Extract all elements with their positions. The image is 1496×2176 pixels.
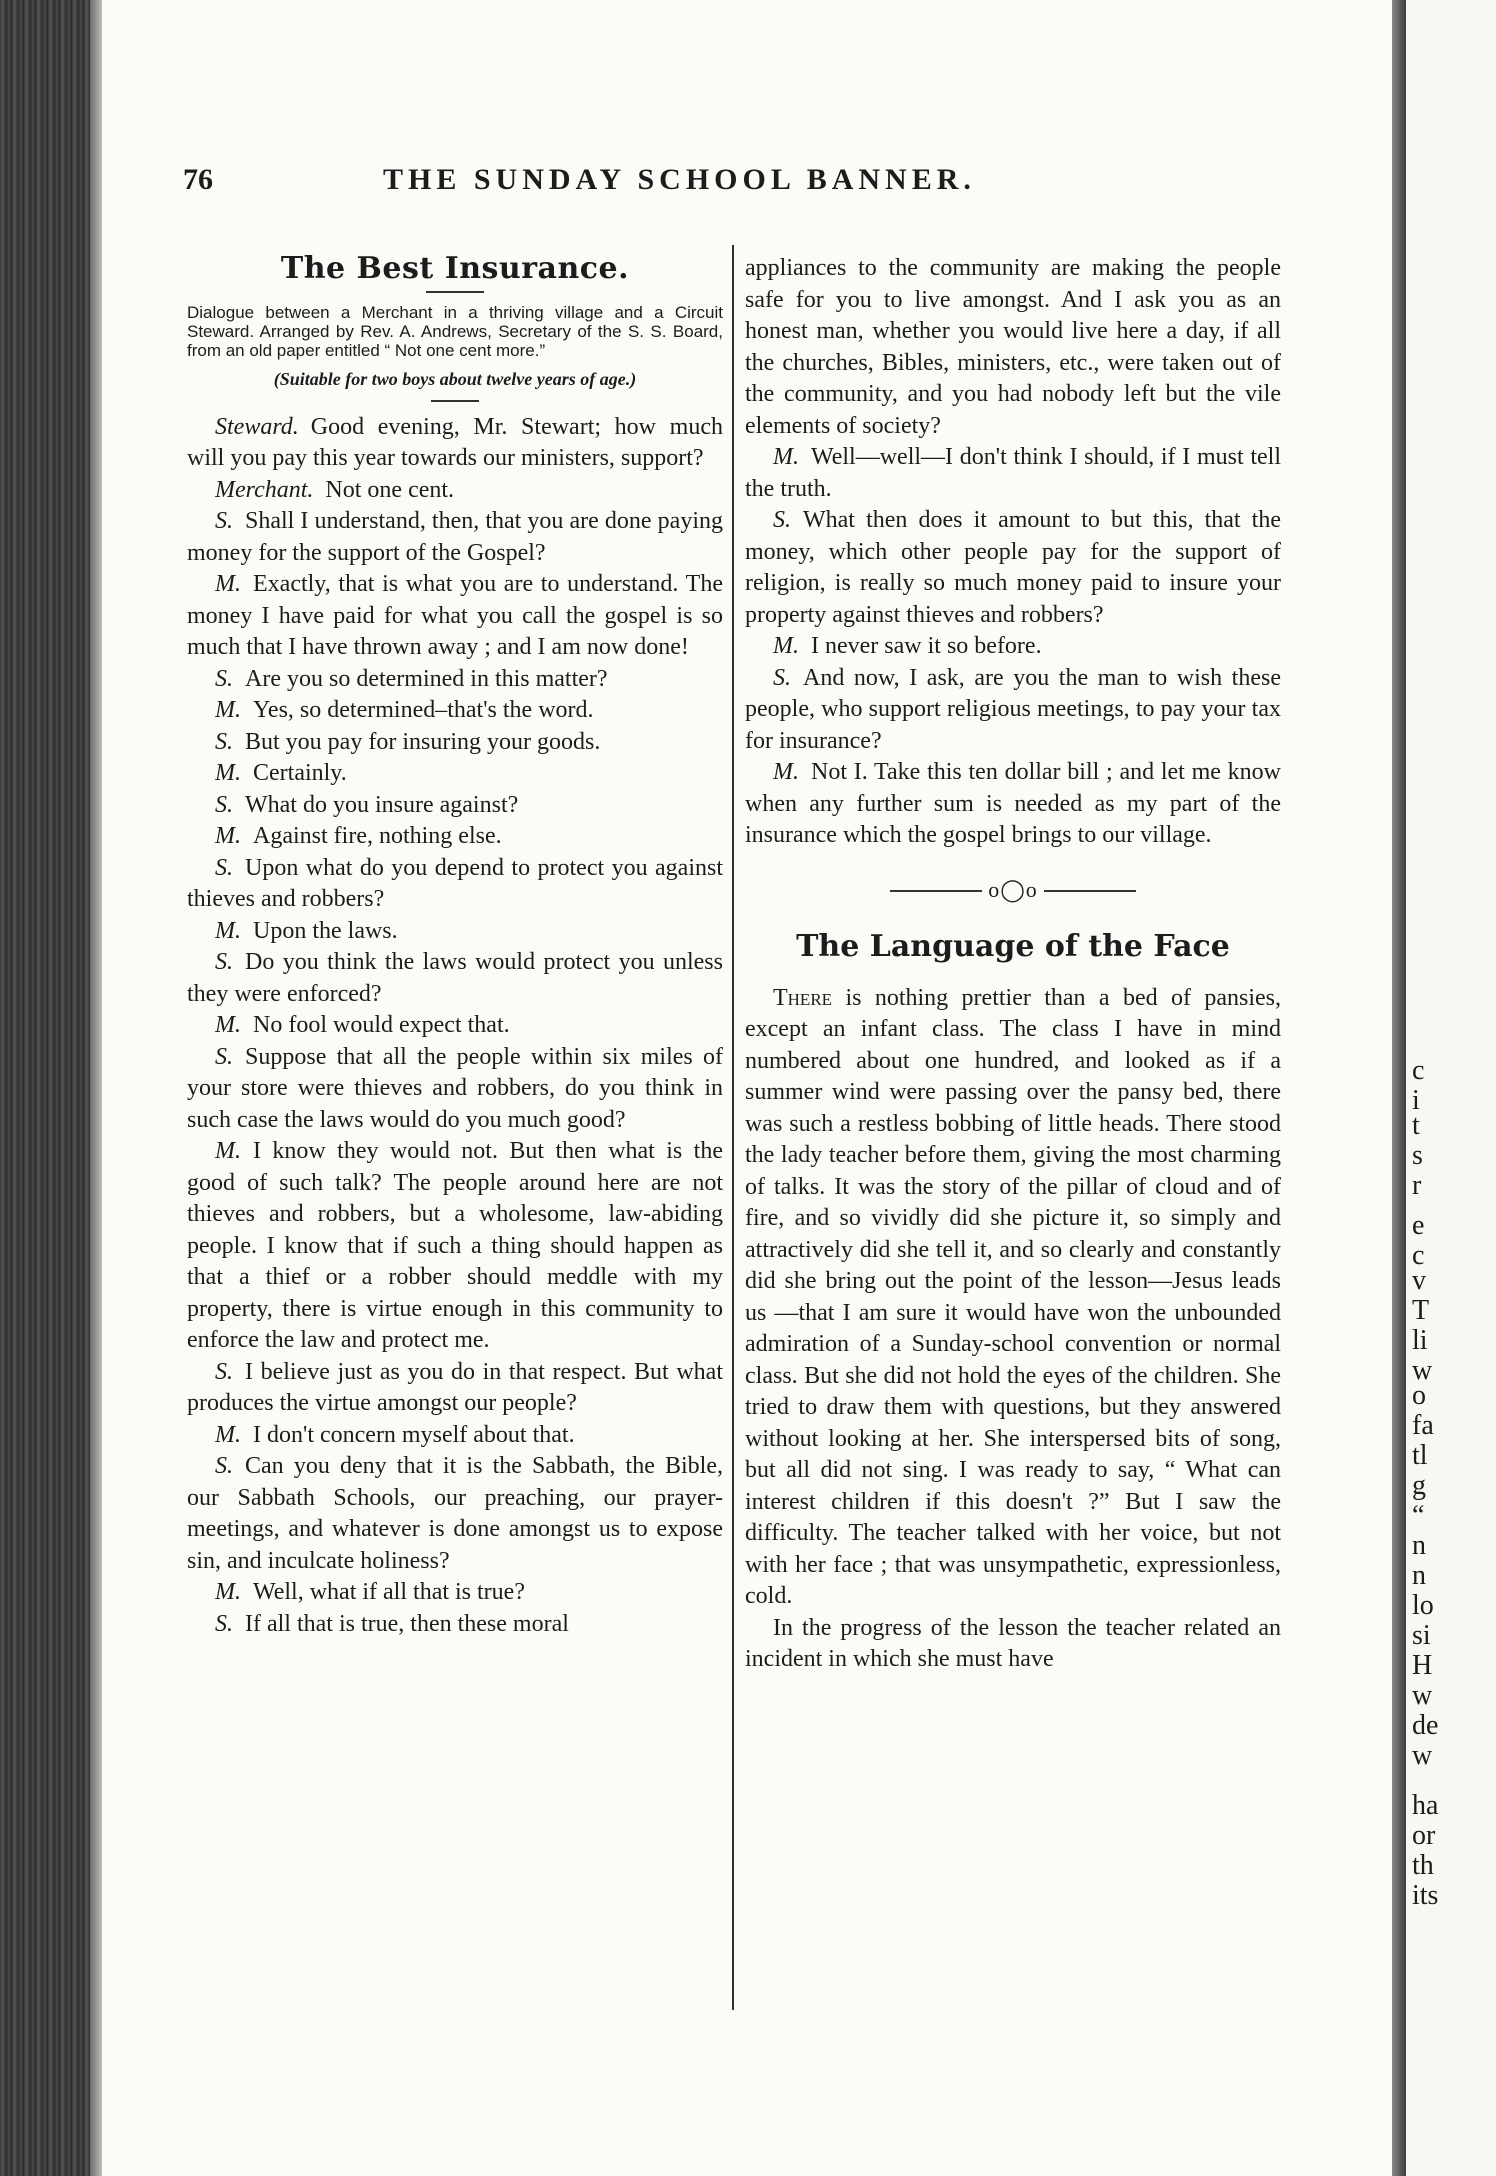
next-page-letter: r [1412, 1170, 1422, 1201]
column-divider [732, 245, 734, 2010]
line-text: Shall I understand, then, that you are done paying money for the support of the Gospel? [187, 508, 723, 566]
book-binding [0, 0, 90, 2176]
dialogue-line [187, 695, 723, 727]
dialogue-line [187, 916, 723, 948]
next-page-letter: or [1412, 1820, 1436, 1851]
line-text: If all that is true, then these moral [245, 1610, 569, 1637]
dialogue-line [187, 1357, 723, 1420]
next-page-letter: de [1412, 1710, 1439, 1741]
speaker: S. [215, 1358, 233, 1385]
lead-word: There [773, 984, 833, 1011]
running-header [183, 163, 1103, 213]
paragraph-text: is nothing prettier than a bed of pansies, except an infant class. The class I have in mind numbered about one hundred, and looked as if a summer wind were passing over the pansy bed, there was such a restless bobbing of little heads. There stood the lady teacher before them, giving the most charming of talks. It was the story of the pillar of cloud and of fire, and so vividly did she picture it, so simply and attractively did she tell it, and so clearly and constantly did she bring out the point of the lesson—Jesus leads us —that I am sure it would have won the unbounded admiration of a Sunday-school convention or normal class. But she did not hold the eyes of the children. She tried to draw them with questions, but they answered without looking at her. She interspersed bits of song, but all did not sing. I was ready to say, “ What can interest children if this doesn't ?” But I saw the difficulty. The teacher talked with her voice, but not with her face ; that was unsympathetic, expressionless, cold. [745, 984, 1282, 1609]
ornament-glyph: o◯o [988, 876, 1038, 902]
line-text: What then does it amount to but this, that the money, which other people pay for the support of religion, is really so much money paid to insure your property against thieves and robbers? [745, 507, 1281, 628]
speaker: S. [215, 728, 233, 755]
next-page-letter: s [1412, 1140, 1423, 1171]
dialogue-line [745, 631, 1281, 663]
next-page-letter: lo [1412, 1590, 1434, 1621]
next-page-letter: n [1412, 1560, 1426, 1591]
article-title: The Best Insurance. [280, 251, 630, 286]
speaker: M. [773, 444, 799, 470]
dialogue-line [187, 1451, 723, 1577]
speaker: M. [215, 1579, 241, 1605]
dialogue-line [187, 664, 723, 696]
dialogue-line [187, 853, 723, 916]
article2-paragraph: In the progress of the lesson the teacher related an incident in which she must have [745, 1614, 1281, 1672]
article2-paragraph [745, 983, 1281, 1613]
next-page-letter: v [1412, 1265, 1426, 1296]
line-text: Exactly, that is what you are to understand. The money I have paid for what you call the gospel is so much that I have thrown away ; and I am now done! [187, 571, 723, 660]
dialogue-line [187, 727, 723, 759]
line-text: Are you so determined in this matter? [245, 665, 608, 692]
line-text: I know they would not. But then what is the good of such talk? The people around here are not thieves and robbers, but a wholesome, law-abiding people. I know that if such a thing should happen as that a thief or a robber should meddle with my property, there is virtue enough in this community to enforce the law and protect me. [187, 1138, 723, 1353]
speaker: S. [215, 791, 233, 818]
line-text: Good evening, Mr. Stewart; how much will you pay this year towards our ministers, support? [187, 413, 723, 471]
dialogue-continued [745, 253, 1281, 852]
line-text: Well, what if all that is true? [253, 1579, 525, 1605]
dialogue-line [745, 442, 1281, 505]
line-text: Do you think the laws would protect you unless they were enforced? [187, 949, 723, 1007]
next-page-letter: e [1412, 1210, 1425, 1241]
speaker: M. [215, 1138, 241, 1164]
next-page-letter: its [1412, 1880, 1439, 1911]
next-page-letter: “ [1412, 1500, 1425, 1531]
speaker: M. [215, 760, 241, 786]
speaker: M. [215, 697, 241, 723]
dialogue-line [187, 506, 723, 569]
speaker: S. [215, 949, 233, 975]
speaker: M. [215, 823, 241, 849]
next-page-letter: fa [1412, 1410, 1434, 1441]
line-text: But you pay for insuring your goods. [245, 728, 601, 755]
dialogue-line [745, 505, 1281, 631]
speaker: S. [773, 507, 791, 533]
dialogue-line [187, 758, 723, 790]
line-text: Against fire, nothing else. [253, 823, 502, 849]
article2-title: The Language of the Face [796, 929, 1230, 964]
next-page-letter: li [1412, 1325, 1428, 1356]
speaker: M. [773, 759, 799, 785]
speaker: S. [773, 664, 791, 691]
speaker: M. [773, 633, 799, 659]
dialogue-line [187, 475, 723, 507]
dialogue-line [187, 1577, 723, 1609]
page-number: 76 [183, 163, 213, 196]
line-text: Not one cent. [325, 476, 455, 503]
speaker: S. [215, 854, 233, 881]
speaker: S. [215, 1043, 233, 1070]
page-edge [1392, 0, 1406, 2176]
speaker: Steward. [215, 413, 299, 440]
next-page-letter: t [1412, 1110, 1420, 1141]
dialogue-line [745, 757, 1281, 852]
section-ornament [745, 874, 1281, 906]
speaker: S. [215, 1610, 233, 1637]
speaker: S. [215, 508, 233, 534]
line-text: Yes, so determined–that's the word. [253, 697, 594, 723]
line-text: Upon what do you depend to protect you against thieves and robbers? [187, 854, 723, 912]
line-text: I believe just as you do in that respect. But what produces the virtue amongst our people? [187, 1358, 723, 1416]
line-text: Not I. Take this ten dollar bill ; and let me know when any further sum is needed as my part of the insurance which the gospel brings to our village. [745, 759, 1281, 848]
next-page-fragment [1406, 0, 1496, 2176]
next-page-letter: o [1412, 1380, 1426, 1411]
ornament-line [1044, 890, 1136, 892]
next-page-letter: i [1412, 1085, 1420, 1116]
line-text: No fool would expect that. [253, 1012, 510, 1038]
speaker: M. [215, 1421, 241, 1448]
next-page-letter: T [1412, 1295, 1430, 1326]
next-page-letter: w [1412, 1680, 1433, 1711]
article-intro: Dialogue between a Merchant in a thriving village and a Circuit Steward. Arranged by Rev. A. Andrews, Secretary of the S. S. Board, from an old paper entitled “ Not one cent more.” [187, 302, 723, 360]
next-page-letter: c [1412, 1055, 1425, 1086]
article-suitability: (Suitable for two boys about twelve years of age.) [273, 368, 637, 389]
next-page-letter: n [1412, 1530, 1426, 1561]
dialogue-line [187, 790, 723, 822]
dialogue [187, 412, 723, 1641]
line-text: Can you deny that it is the Sabbath, the Bible, our Sabbath Schools, our preaching, our prayer-meetings, and whatever is done amongst us to expose sin, and inculcate holiness? [187, 1453, 723, 1574]
dialogue-line [187, 1042, 723, 1137]
line-text: Well—well—I don't think I should, if I must tell the truth. [745, 444, 1281, 502]
right-column [745, 253, 1281, 1676]
next-page-letter: g [1412, 1470, 1426, 1501]
running-title: THE SUNDAY SCHOOL BANNER. [383, 163, 976, 196]
dialogue-line [187, 1420, 723, 1452]
dialogue-line [745, 253, 1281, 442]
dialogue-line [187, 569, 723, 664]
dialogue-line [745, 663, 1281, 758]
line-text: appliances to the community are making the people safe for you to live amongst. And I ask you as an honest man, whether you would live here a day, if all the churches, Bibles, ministers, etc., were taken out of the community, and you had nobody left but the vile elements of society? [745, 255, 1281, 439]
speaker: M. [215, 571, 241, 597]
line-text: Certainly. [253, 760, 347, 786]
title-rule [426, 291, 484, 293]
speaker: M. [215, 1012, 241, 1038]
speaker: M. [215, 917, 241, 944]
dialogue-line [187, 1609, 723, 1641]
next-page-letter: si [1412, 1620, 1431, 1651]
dialogue-line [187, 1136, 723, 1357]
dialogue-line [187, 947, 723, 1010]
intro-rule [431, 400, 479, 402]
line-text: And now, I ask, are you the man to wish these people, who support religious meetings, to pay your tax for insurance? [745, 664, 1281, 754]
binding-edge [90, 0, 102, 2176]
next-page-letter: w [1412, 1355, 1433, 1386]
dialogue-line [187, 1010, 723, 1042]
line-text: Suppose that all the people within six miles of your store were thieves and robbers, do you think in such case the laws would do you much good? [187, 1043, 723, 1133]
ornament-line [890, 890, 982, 892]
left-column [187, 253, 723, 1640]
line-text: I don't concern myself about that. [253, 1421, 575, 1448]
line-text: What do you insure against? [245, 791, 519, 818]
speaker: S. [215, 1453, 233, 1479]
speaker: S. [215, 665, 233, 692]
next-page-letter: c [1412, 1240, 1425, 1271]
dialogue-line [187, 412, 723, 475]
dialogue-line [187, 821, 723, 853]
next-page-letter: ha [1412, 1790, 1439, 1821]
line-text: I never saw it so before. [811, 633, 1042, 659]
next-page-letter: tl [1412, 1440, 1428, 1471]
next-page-letter: th [1412, 1850, 1434, 1881]
next-page-letter: w [1412, 1740, 1433, 1771]
speaker: Merchant. [215, 476, 314, 503]
line-text: Upon the laws. [253, 917, 398, 944]
next-page-letter: H [1412, 1650, 1433, 1681]
